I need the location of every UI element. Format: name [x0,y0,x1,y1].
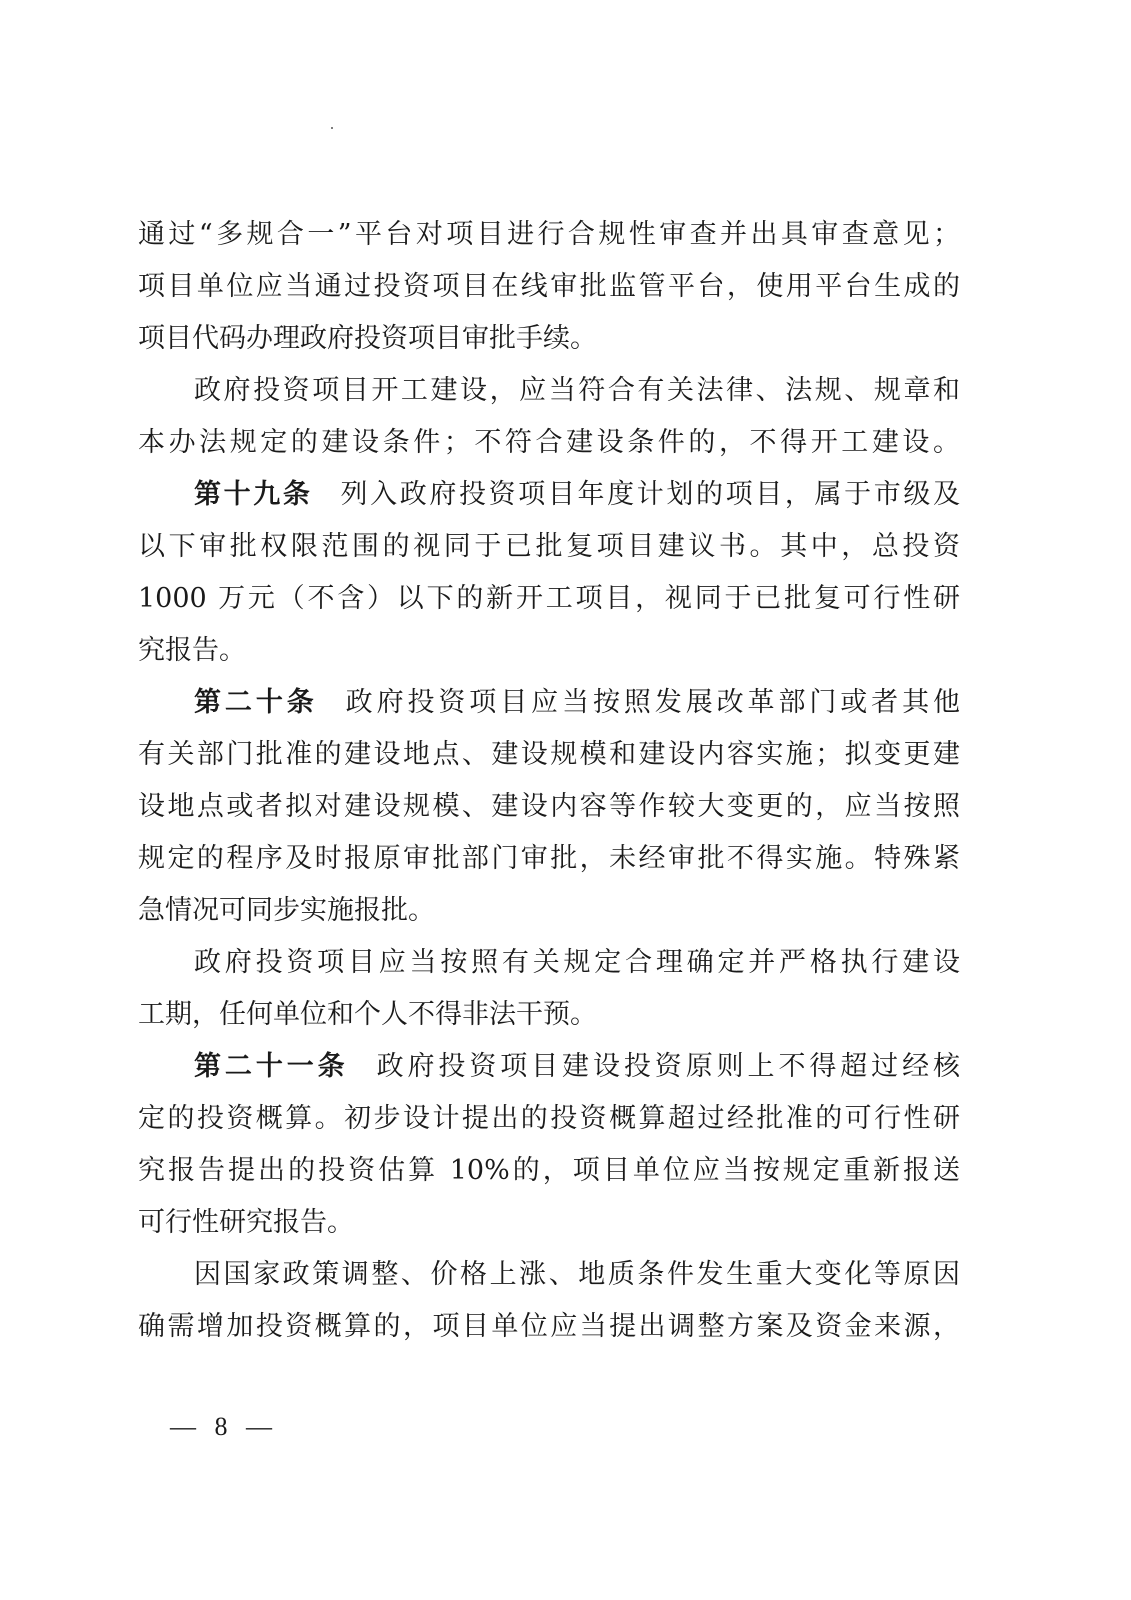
text-line: 设地点或者拟对建设规模、建设内容等作较大变更的，应当按照 [138,791,960,822]
text-line: 1000 万元（不含）以下的新开工项目，视同于已批复可行性研 [138,583,960,614]
text-segment: 列入政府投资项目年度计划的项目，属于市级及 [340,479,960,510]
text-segment: 政府投资项目建设投资原则上不得超过经核 [376,1051,961,1082]
text-line: 以下审批权限范围的视同于已批复项目建议书。其中，总投资 [138,531,960,562]
body-text [138,209,960,1353]
text-line: 究报告提出的投资估算 10%的，项目单位应当按规定重新报送 [138,1155,960,1186]
article-first-line [138,677,960,729]
text-line: 确需增加投资概算的，项目单位应当提出调整方案及资金来源， [138,1311,960,1342]
article-label: 第十九条 [194,479,313,510]
text-line: 因国家政策调整、价格上涨、地质条件发生重大变化等原因 [194,1259,960,1290]
text-line: 项目单位应当通过投资项目在线审批监管平台，使用平台生成的 [138,271,960,302]
text-line: 有关部门批准的建设地点、建设规模和建设内容实施；拟变更建 [138,739,960,770]
text-line: 工期，任何单位和个人不得非法干预。 [138,999,597,1030]
text-segment: 政府投资项目应当按照发展改革部门或者其他 [345,687,961,718]
text-line: 定的投资概算。初步设计提出的投资概算超过经批准的可行性研 [138,1103,960,1134]
scan-speck [331,127,333,129]
text-line: 究报告。 [138,635,246,666]
text-line: 本办法规定的建设条件；不符合建设条件的，不得开工建设。 [138,427,960,458]
text-line: 可行性研究报告。 [138,1207,354,1238]
article-first-line [138,1041,960,1093]
article-first-line [138,469,960,521]
text-line: 急情况可同步实施报批。 [138,895,435,926]
article-label: 第二十一条 [194,1051,349,1082]
text-line: 政府投资项目开工建设，应当符合有关法律、法规、规章和 [194,375,960,406]
page-number: — 8 — [170,1412,278,1441]
article-label: 第二十条 [194,687,318,718]
text-line: 政府投资项目应当按照有关规定合理确定并严格执行建设 [194,947,960,978]
text-line: 项目代码办理政府投资项目审批手续。 [138,323,597,354]
text-line: 通过“多规合一”平台对项目进行合规性审查并出具审查意见； [138,219,960,250]
text-line: 规定的程序及时报原审批部门审批，未经审批不得实施。特殊紧 [138,843,960,874]
